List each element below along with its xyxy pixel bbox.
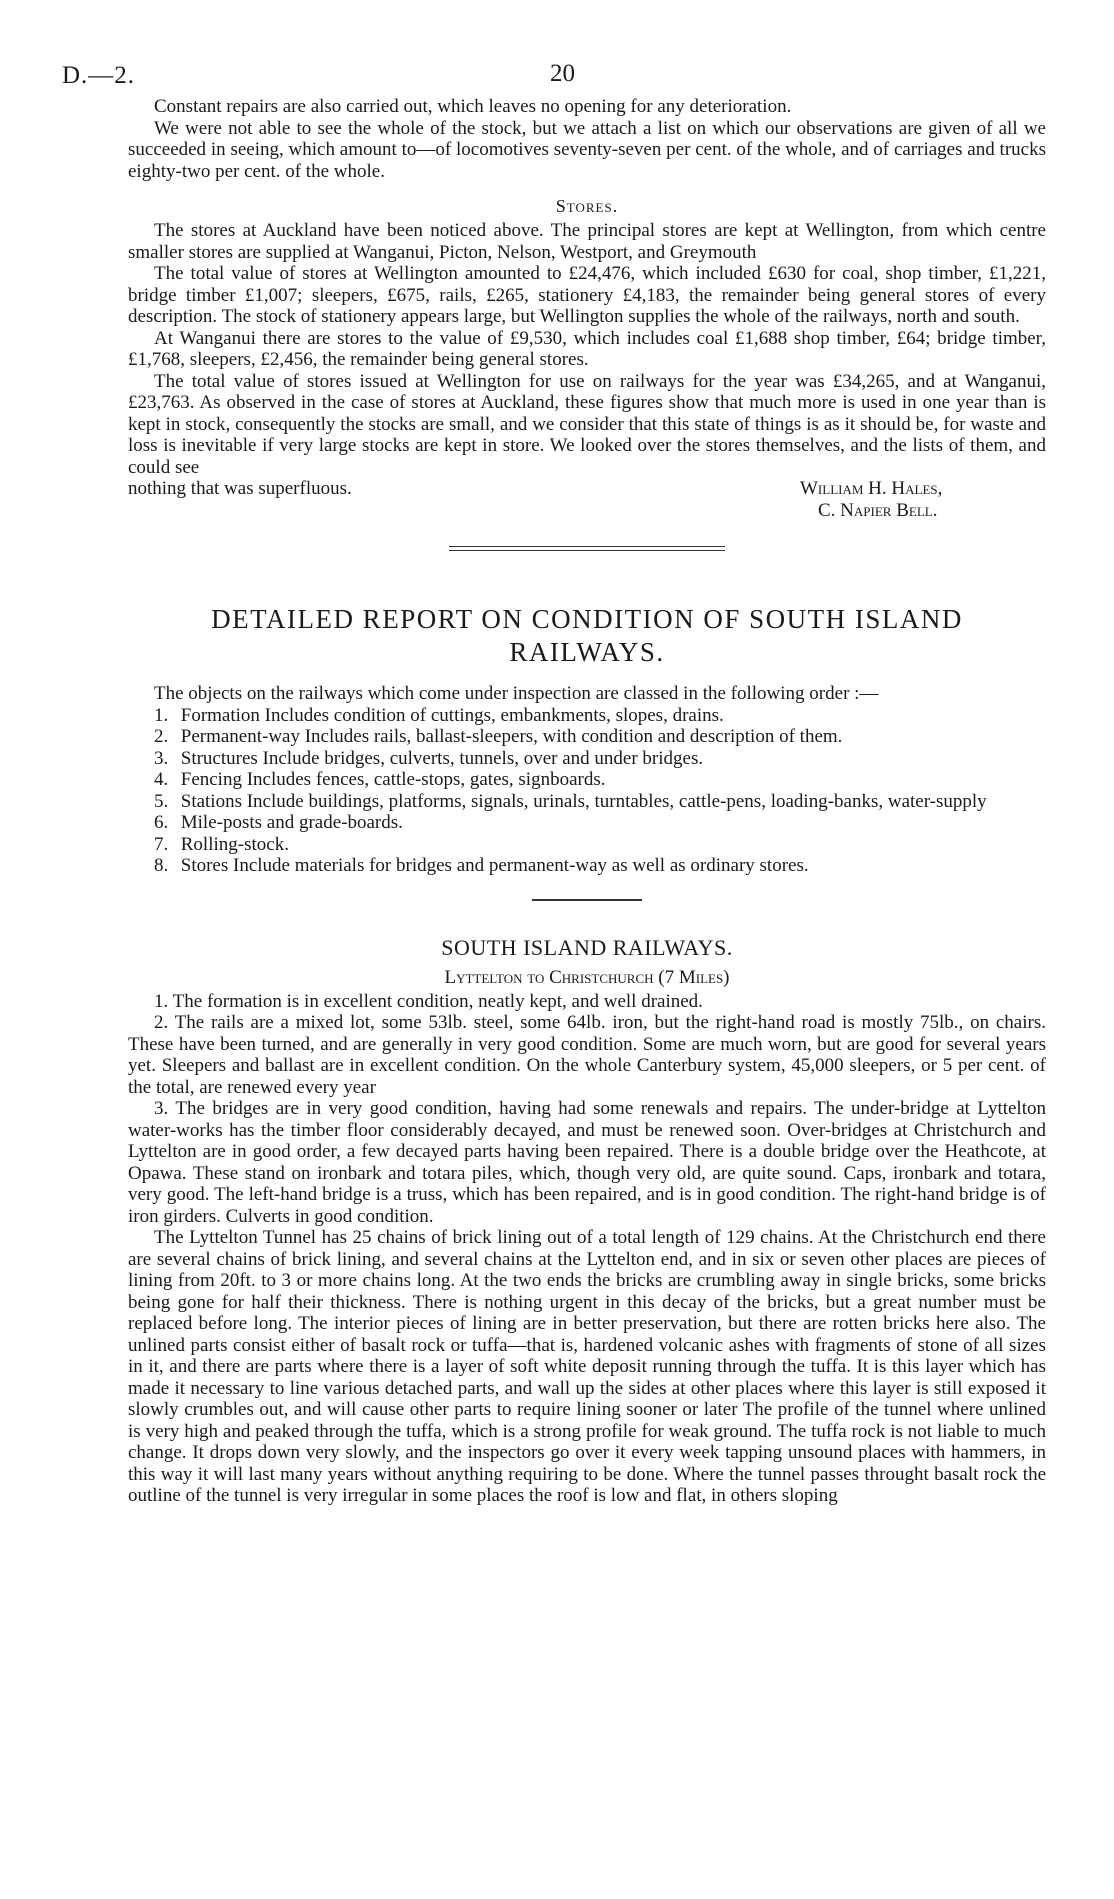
south-island-paragraph: The Lyttelton Tunnel has 25 chains of brick lining out of a total length of 129 chains. At the Christchurch end there are several chains of brick lining, and several chains at the Lyttelton end, and in six or seven other places are pieces of lining from 20ft. to 3 or more chains long. At the two ends the bricks are crumbling away in single bricks, some bricks being gone for half their thickness. There is nothing urgent in this decay of the bricks, but a great number must be replaced before long. The interior pieces of lining are in better preservation, but there are rotten bricks here also. The unlined parts consist either of basalt rock or tuffa—that is, hardened volcanic ashes with fragments of stone of all sizes in it, and there are parts where there is a layer of soft white deposit running through the tuffa. It is this layer which has made it necessary to line various detached parts, and wall up the sides at other places where this layer is still exposed it slowly crumbles out, and will cause other parts to require lining sooner or later The profile of the tunnel where unlined is very high and peaked through the tuffa, which is a strong profile for weak ground. The tuffa rock is not liable to much change. It drops down very slowly, and the inspectors go over it every week tapping unsound places with hammers, in this way it will last many years without anything requiring to be done. Where the tunnel passes throught basalt rock the outline of the tunnel is very irregular in some places the roof is low and flat, in others sloping bbox=[128, 1227, 1046, 1506]
page-number: 20 bbox=[550, 60, 575, 87]
page-header bbox=[62, 62, 1052, 92]
body-column bbox=[128, 96, 1046, 1507]
intro-paragraph: Constant repairs are also carried out, which leaves no opening for any deterioration. bbox=[154, 96, 792, 117]
report-intro: The objects on the railways which come under inspection are classed in the following order :— bbox=[154, 683, 879, 704]
list-item: 5. Stations Include buildings, platforms, signals, urinals, turntables, cattle-pens, loading-banks, water-supply bbox=[154, 790, 987, 812]
section-subtitle: Lyttelton to Christchurch (7 Miles) bbox=[444, 966, 730, 988]
south-island-paragraph: 2. The rails are a mixed lot, some 53lb. steel, some 64lb. iron, but the right-hand road is mostly 75lb., on chairs. These have been turned, and are generally in very good condition. Some are much worn, but are good for several years yet. Sleepers and ballast are in excellent condition. On the whole Canterbury system, 45,000 sleepers, or 5 per cent. of the total, are renewed every year bbox=[128, 1012, 1046, 1098]
signature-block bbox=[128, 478, 1046, 522]
document-code: D.—2. bbox=[62, 62, 136, 89]
south-island-title: SOUTH ISLAND RAILWAYS. bbox=[441, 934, 733, 960]
section-divider bbox=[532, 899, 642, 901]
south-island-paragraph: 3. The bridges are in very good condition, having had some renewals and repairs. The under-bridge at Lyttelton water-works has the timber floor considerably decayed, and must be renewed soon. Over-bridges at Christchurch and Lyttelton are in good order, a few decayed parts having been repaired. There is a double bridge over the Heathcote, at Opawa. These stand on ironbark and totara piles, which, though very old, are quite sound. Caps, ironbark and totara, very good. The left-hand bridge is a truss, which has been repaired, and is in good condition. The right-hand bridge is of iron girders. Culverts in good condition. bbox=[128, 1098, 1046, 1227]
section-divider bbox=[449, 546, 725, 551]
list-item: 8. Stores Include materials for bridges and permanent-way as well as ordinary stores. bbox=[154, 855, 809, 876]
closing-line: nothing that was superfluous. bbox=[128, 478, 352, 499]
intro-paragraph: We were not able to see the whole of the stock, but we attach a list on which our observations are given of all we succeeded in seeing, which amount to—of locomotives seventy-seven per cent. of the whole, and of carriages and trucks eighty-two per cent. of the whole. bbox=[128, 117, 1046, 182]
list-item: 6. Mile-posts and grade-boards. bbox=[154, 812, 403, 833]
report-title-line-2: RAILWAYS. bbox=[509, 637, 665, 667]
south-island-paragraph: 1. The formation is in excellent condition, neatly kept, and well drained. bbox=[154, 990, 703, 1012]
stores-paragraph: The stores at Auckland have been noticed above. The principal stores are kept at Wellington, from which centre smaller stores are supplied at Wanganui, Picton, Nelson, Westport, and Greymouth bbox=[128, 220, 1046, 263]
stores-paragraph: The total value of stores issued at Wellington for use on railways for the year was £34,265, and at Wanganui, £23,763. As observed in the case of stores at Auckland, these figures show that much more is used in one year than is kept in stock, consequently the stocks are small, and we consider that this state of things is as it should be, for waste and loss is inevitable if very large stocks are kept in store. We looked over the stores themselves, and the lists of them, and could see bbox=[128, 370, 1046, 478]
signatory-1: William H. Hales, bbox=[800, 478, 943, 499]
list-item: 2. Permanent-way Includes rails, ballast-sleepers, with condition and description of them. bbox=[154, 726, 843, 747]
stores-paragraph: At Wanganui there are stores to the value of £9,530, which includes coal £1,688 shop timber, £64; bridge timber, £1,768, sleepers, £2,456, the remainder being general stores. bbox=[128, 327, 1046, 370]
list-item: 7. Rolling-stock. bbox=[154, 833, 289, 855]
signatory-2: C. Napier Bell. bbox=[818, 500, 938, 521]
list-item: 3. Structures Include bridges, culverts, tunnels, over and under bridges. bbox=[154, 747, 704, 769]
report-title bbox=[128, 603, 1046, 669]
stores-heading: Stores. bbox=[555, 196, 619, 216]
inspection-list bbox=[128, 705, 1046, 877]
report-title-line-1: DETAILED REPORT ON CONDITION OF SOUTH ISLAND bbox=[211, 604, 963, 634]
list-item: 1. Formation Includes condition of cuttings, embankments, slopes, drains. bbox=[154, 704, 724, 726]
list-item: 4. Fencing Includes fences, cattle-stops, gates, signboards. bbox=[154, 769, 606, 790]
stores-paragraph: The total value of stores at Wellington amounted to £24,476, which included £630 for coal, shop timber, £1,221, bridge timber £1,007; sleepers, £675, rails, £265, stationery £4,183, the remainder being general stores of every description. The stock of stationery appears large, but Wellington supplies the whole of the railways, north and south. bbox=[128, 263, 1046, 327]
